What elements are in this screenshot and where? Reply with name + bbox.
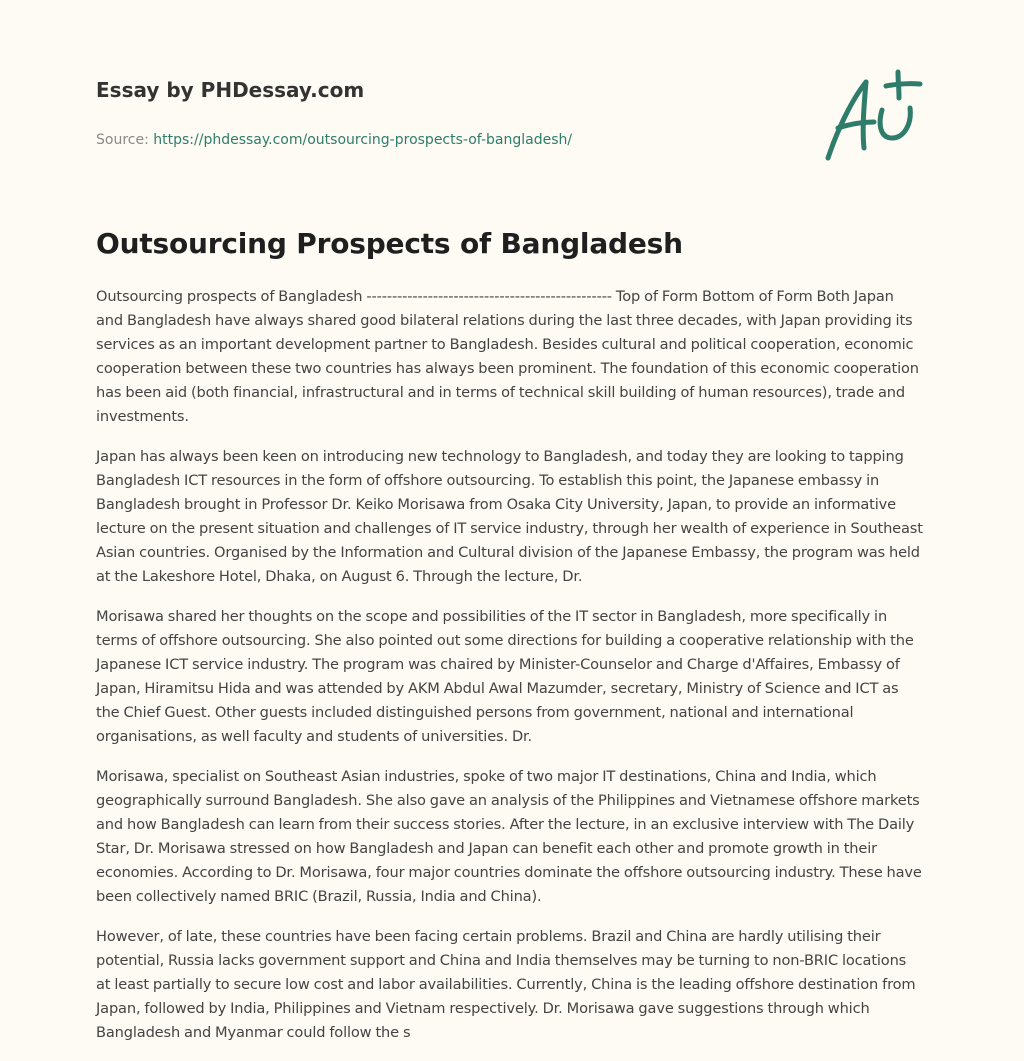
brand-title: Essay by PHDessay.com: [96, 78, 365, 102]
essay-paragraph: However, of late, these countries have been facing certain problems. Brazil and China are hardly utilising their potential, Russia lacks government support and China and India themselves may be turning to non-BRIC locations at least partially to secure low cost and labor availabilities. Currently, China is the leading offshore destination from Japan, followed by India, Philippines and Vietnam respectively. Dr. Morisawa gave suggestions through which Bangladesh and Myanmar could follow the s: [96, 928, 916, 1041]
source-link[interactable]: https://phdessay.com/outsourcing-prospects-of-bangladesh/: [153, 132, 573, 148]
essay-paragraph: Morisawa shared her thoughts on the scope and possibilities of the IT sector in Bangladesh, more specifically in terms of offshore outsourcing. She also pointed out some directions for building a cooperative relationship with the Japanese ICT service industry. The program was chaired by Minister-Counselor and Charge d'Affaires, Embassy of Japan, Hiramitsu Hida and was attended by AKM Abdul Awal Mazumder, secretary, Ministry of Science and ICT as the Chief Guest. Other guests included distinguished persons from government, national and international organisations, as well faculty and students of universities. Dr.: [96, 608, 914, 745]
source-line: [96, 130, 796, 150]
a-plus-logo-icon: [818, 66, 930, 166]
essay-header: [96, 72, 796, 150]
source-label: Source:: [96, 132, 154, 148]
essay-title: Outsourcing Prospects of Bangladesh: [96, 227, 683, 260]
essay-paragraph: Japan has always been keen on introducing new technology to Bangladesh, and today they are looking to tapping Bangladesh ICT resources in the form of offshore outsourcing. To establish this point, the Japanese embassy in Bangladesh brought in Professor Dr. Keiko Morisawa from Osaka City University, Japan, to provide an informative lecture on the present situation and challenges of IT service industry, through her wealth of experience in Southeast Asian countries. Organised by the Information and Cultural division of the Japanese Embassy, the program was held at the Lakeshore Hotel, Dhaka, on August 6. Through the lecture, Dr.: [96, 448, 923, 585]
essay-paragraph: Outsourcing prospects of Bangladesh ------------------------------------------------ Top of Form Bottom of Form Both Japan and Bangladesh have always shared good bilateral relations during the last three decades, with Japan providing its services as an important development partner to Bangladesh. Besides cultural and political cooperation, economic cooperation between these two countries has always been prominent. The foundation of this economic cooperation has been aid (both financial, infrastructural and in terms of technical skill building of human resources), trade and investments.: [96, 288, 919, 425]
essay-body: [96, 285, 924, 1061]
essay-paragraph: Morisawa, specialist on Southeast Asian industries, spoke of two major IT destinations, China and India, which geographically surround Bangladesh. She also gave an analysis of the Philippines and Vietnamese offshore markets and how Bangladesh can learn from their success stories. After the lecture, in an exclusive interview with The Daily Star, Dr. Morisawa stressed on how Bangladesh and Japan can benefit each other and promote growth in their economies. According to Dr. Morisawa, four major countries dominate the offshore outsourcing industry. These have been collectively named BRIC (Brazil, Russia, India and China).: [96, 768, 922, 905]
